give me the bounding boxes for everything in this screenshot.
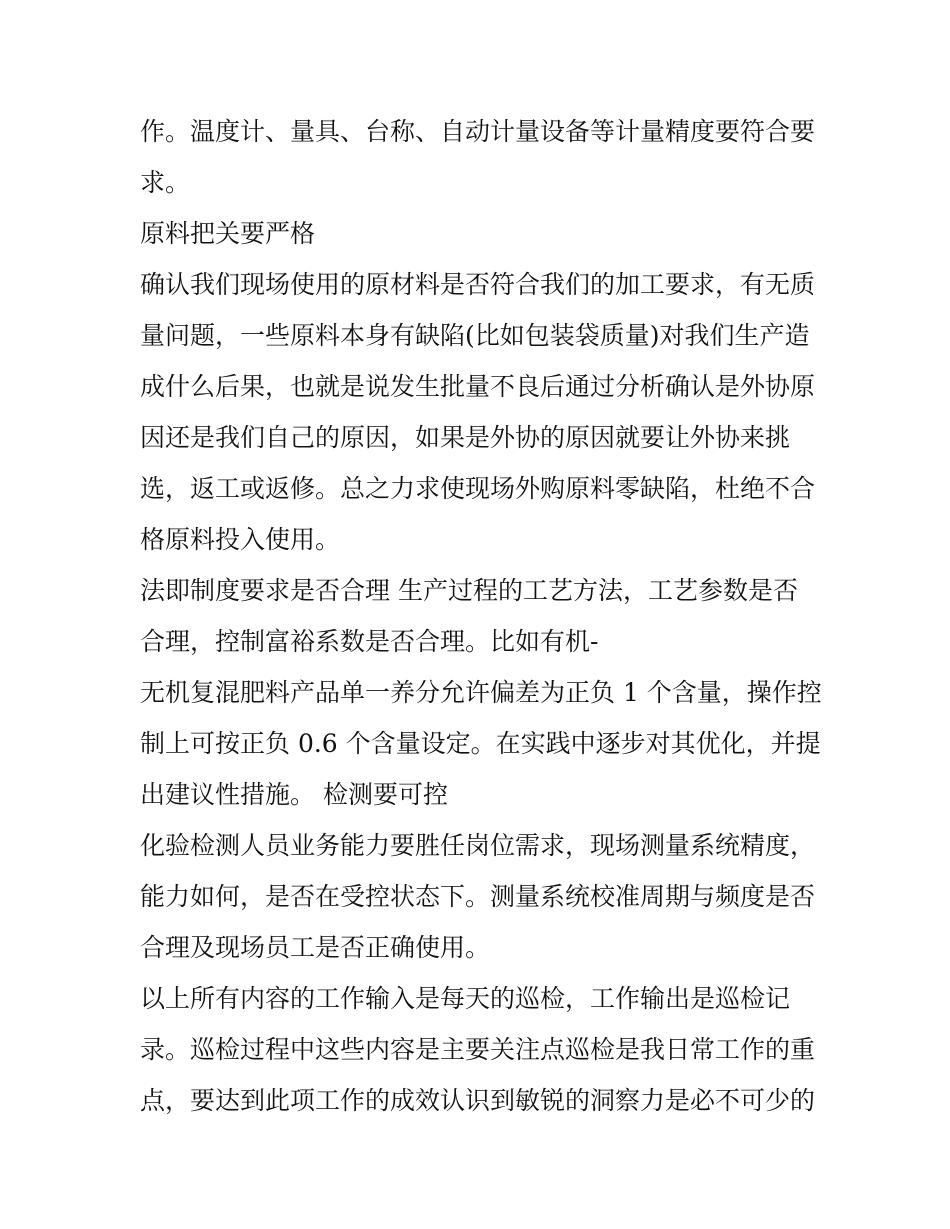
- text-line: 合理及现场员工是否正确使用。: [140, 933, 491, 962]
- text-line: 作。温度计、量具、台称、自动计量设备等计量精度要符合要: [140, 117, 816, 146]
- text-line: 以上所有内容的工作输入是每天的巡检，工作输出是巡检记: [140, 984, 791, 1013]
- text-line: 选，返工或返修。总之力求使现场外购原料零缺陷，杜绝不合: [140, 474, 816, 503]
- text-line: 因还是我们自己的原因，如果是外协的原因就要让外协来挑: [140, 423, 791, 452]
- section-heading: 原料把关要严格: [140, 219, 316, 248]
- document-body: [140, 106, 820, 1126]
- text-line: 录。巡检过程中这些内容是主要关注点巡检是我日常工作的重: [140, 1035, 816, 1064]
- text-line: 化验检测人员业务能力要胜任岗位需求，现场测量系统精度，: [140, 831, 816, 860]
- text-line: 点，要达到此项工作的成效认识到敏锐的洞察力是必不可少的: [140, 1086, 816, 1115]
- text-line: 制上可按正负 0.6 个含量设定。在实践中逐步对其优化，并提: [140, 729, 821, 758]
- text-line: 法即制度要求是否合理 生产过程的工艺方法，工艺参数是否: [140, 576, 798, 605]
- text-line: 量问题，一些原料本身有缺陷(比如包装袋质量)对我们生产造: [140, 321, 810, 350]
- text-line: 确认我们现场使用的原材料是否符合我们的加工要求，有无质: [140, 270, 816, 299]
- text-line: 求。: [140, 168, 191, 197]
- text-line: 合理，控制富裕系数是否合理。比如有机-: [140, 627, 599, 656]
- text-line: 格原料投入使用。: [140, 525, 341, 554]
- text-line: 出建议性措施。 检测要可控: [140, 780, 448, 809]
- text-line: 能力如何，是否在受控状态下。测量系统校准周期与频度是否: [140, 882, 816, 911]
- text-line: 成什么后果，也就是说发生批量不良后通过分析确认是外协原: [140, 372, 816, 401]
- text-line: 无机复混肥料产品单一养分允许偏差为正负 1 个含量，操作控: [140, 678, 822, 707]
